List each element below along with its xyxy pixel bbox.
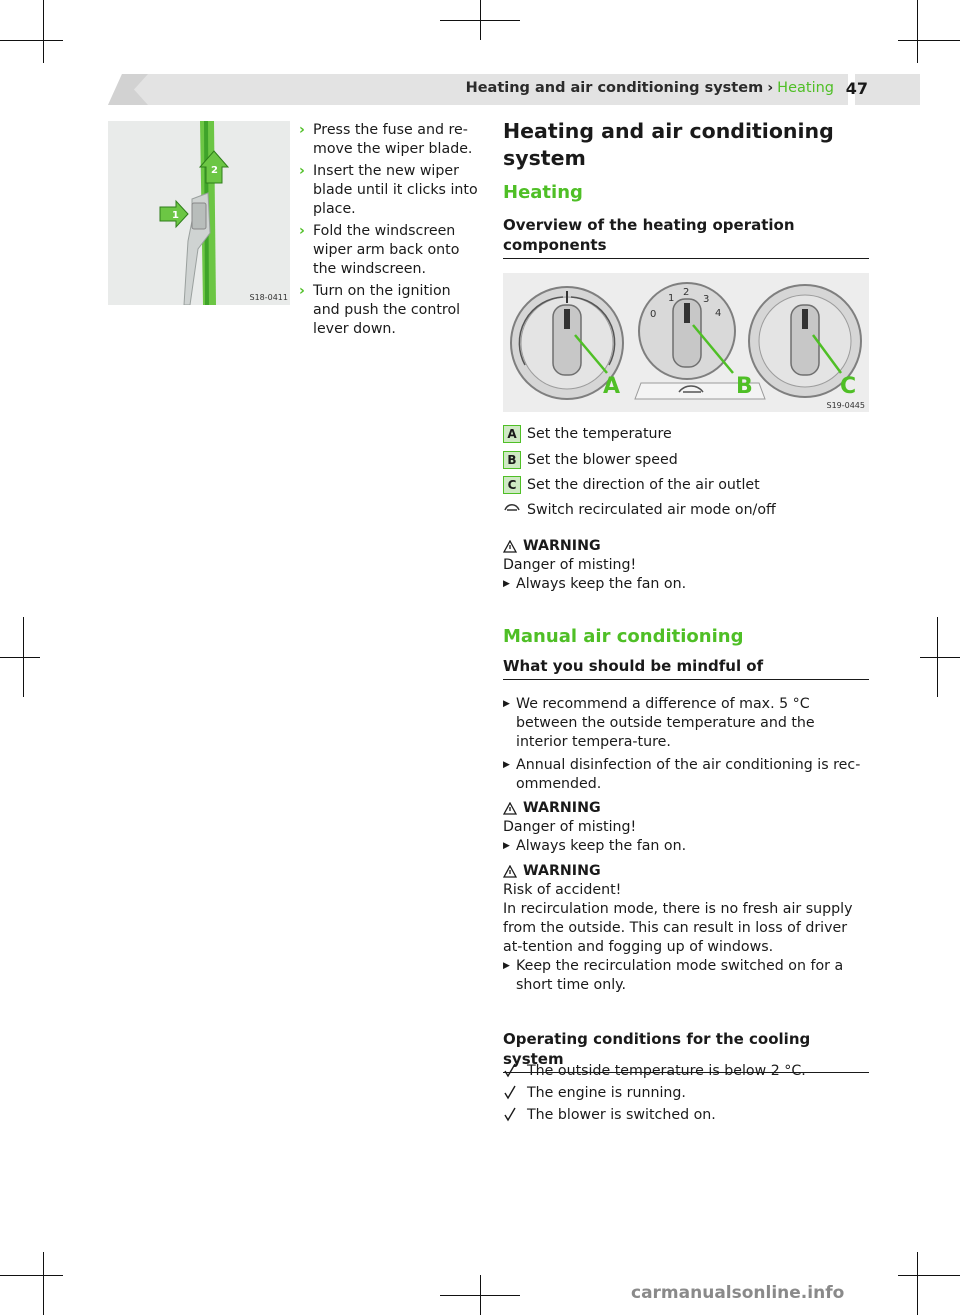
scale-2: 2	[683, 287, 690, 298]
legend-key: A	[503, 425, 521, 443]
warning-icon	[503, 540, 517, 553]
wiper-illustration	[108, 121, 290, 305]
label-c: C	[840, 374, 857, 399]
scale-4: 4	[715, 308, 722, 319]
mindful-heading: What you should be mindful of	[503, 656, 869, 680]
breadcrumb	[466, 80, 834, 96]
manual-ac-section	[503, 627, 869, 680]
wiper-figure	[108, 121, 290, 305]
callout-2: 2	[211, 165, 218, 176]
scale-3: 3	[703, 294, 710, 305]
warning-text: Risk of accident!	[503, 882, 622, 898]
figure-code: S19-0445	[826, 401, 865, 410]
warning-box	[503, 799, 869, 856]
warning-icon	[503, 865, 517, 878]
label-b: B	[736, 374, 753, 399]
breadcrumb-section: Heating and air conditioning system	[465, 80, 764, 96]
controls-figure	[503, 273, 869, 412]
manual-ac-heading: Manual air conditioning	[503, 626, 744, 647]
check-icon	[503, 1106, 517, 1128]
list-item: ▶ Keep the recirculation mode switched on for a short time only.	[503, 958, 844, 993]
legend-key: B	[503, 451, 521, 469]
list-item: The engine is running.	[503, 1084, 869, 1103]
list-item: › Insert the new wiper blade until it clicks into place.	[299, 163, 478, 217]
list-item: ▶ Annual disinfection of the air conditioning is rec-ommended.	[503, 757, 861, 792]
check-icon	[503, 1084, 517, 1106]
warning-box	[503, 537, 869, 594]
step-marker: ›	[299, 223, 305, 239]
page-number: 47	[845, 79, 868, 98]
replacement-steps	[299, 121, 479, 342]
mindful-list	[503, 695, 869, 794]
callout-1: 1	[172, 210, 179, 221]
list-item: The outside temperature is below 2 °C.	[503, 1062, 869, 1081]
watermark: carmanualsonline.info	[631, 1283, 845, 1303]
label-a: A	[603, 374, 621, 399]
breadcrumb-subsection: Heating	[777, 80, 834, 96]
legend-item-a: A Set the temperature	[503, 425, 672, 443]
list-item: The blower is switched on.	[503, 1106, 869, 1125]
recirculation-icon	[503, 502, 521, 518]
warning-text: In recirculation mode, there is no fresh air supply from the outside. This can result in loss of driver at-tention and fogging up of windows.	[503, 901, 853, 955]
step-marker: ›	[299, 163, 305, 179]
list-item: ▶ Always keep the fan on.	[503, 838, 687, 854]
list-item: › Fold the windscreen wiper arm back onto the windscreen.	[299, 223, 460, 277]
page-title: Heating and air conditioning system	[503, 119, 834, 170]
blower-knob	[639, 283, 735, 379]
check-icon	[503, 1062, 517, 1084]
warning-title: WARNING	[503, 862, 869, 881]
warning-title: WARNING	[503, 537, 869, 556]
section-heading	[503, 118, 869, 259]
cooling-heading: Operating conditions for the cooling system	[503, 1029, 869, 1073]
legend-item-recirc: Switch recirculated air mode on/off	[503, 502, 776, 518]
warning-text: Danger of misting!	[503, 819, 637, 835]
warning-icon	[503, 802, 517, 815]
list-item: ▶ We recommend a difference of max. 5 °C between the outside temperature and the interior tempera-ture.	[503, 696, 815, 750]
step-marker: ›	[299, 283, 305, 299]
legend-item-b: B Set the blower speed	[503, 451, 678, 469]
warning-text: Danger of misting!	[503, 557, 637, 573]
scale-1: 1	[668, 293, 675, 304]
list-item: › Turn on the ignition and push the control lever down.	[299, 283, 461, 337]
heating-heading: Heating	[503, 182, 583, 203]
step-marker: ›	[299, 122, 305, 138]
legend-key: C	[503, 476, 521, 494]
legend-item-c: C Set the direction of the air outlet	[503, 476, 760, 494]
cooling-list	[503, 1062, 869, 1128]
running-header	[108, 74, 920, 105]
heating-controls-illustration	[503, 273, 869, 412]
breadcrumb-separator: ›	[767, 80, 774, 96]
warning-title: WARNING	[503, 799, 869, 818]
figure-code: S18-0411	[249, 293, 288, 302]
overview-heading: Overview of the heating operation components	[503, 215, 869, 259]
list-item: ▶ Always keep the fan on.	[503, 576, 687, 592]
scale-0: 0	[650, 309, 657, 320]
list-item: › Press the fuse and re-move the wiper blade.	[299, 122, 473, 157]
warning-box	[503, 862, 869, 995]
